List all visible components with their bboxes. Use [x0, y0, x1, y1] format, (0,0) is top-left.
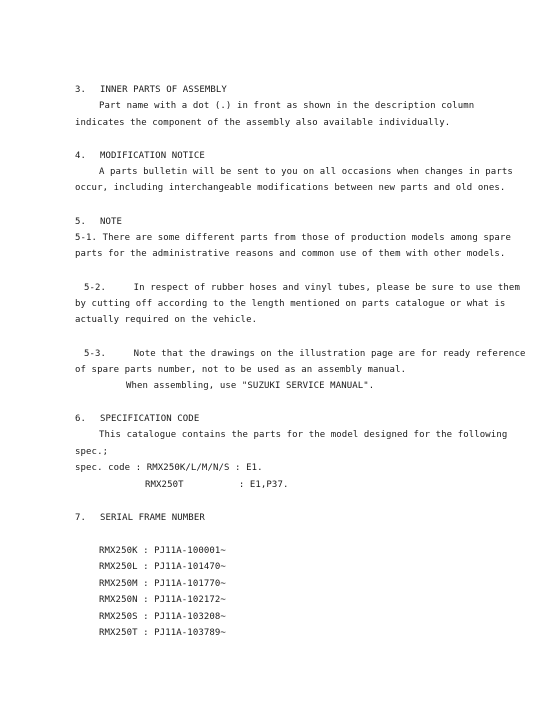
paragraph-line: occur, including interchangeable modifications between new parts and old ones.	[75, 183, 506, 193]
spec-code-line: RMX250T : E1,P37.	[145, 480, 289, 490]
paragraph-line: This catalogue contains the parts for the model designed for the following	[99, 430, 508, 440]
serial-number-row: RMX250T : PJ11A-103789~	[99, 628, 226, 638]
section-number: 6.	[75, 414, 87, 424]
section-title: MODIFICATION NOTICE	[100, 151, 205, 161]
serial-number-row: RMX250S : PJ11A-103208~	[99, 612, 226, 622]
spec-code-line: spec. code : RMX250K/L/M/N/S : E1.	[75, 463, 263, 473]
note-5-1-line: parts for the administrative reasons and common use of them with other models.	[75, 249, 506, 259]
section-number: 4.	[75, 151, 87, 161]
section-number: 5.	[75, 217, 87, 227]
paragraph-line: A parts bulletin will be sent to you on all occasions when changes in parts	[99, 167, 513, 177]
note-5-3-line: of spare parts number, not to be used as an assembly manual.	[75, 365, 407, 375]
serial-number-row: RMX250L : PJ11A-101470~	[99, 562, 226, 572]
section-6-heading	[75, 413, 199, 425]
section-5-heading	[75, 216, 122, 228]
section-title: NOTE	[100, 217, 123, 227]
section-title: SPECIFICATION CODE	[100, 414, 200, 424]
serial-number-row: RMX250M : PJ11A-101770~	[99, 579, 226, 589]
section-7-heading	[75, 512, 205, 524]
serial-number-row: RMX250K : PJ11A-100001~	[99, 546, 226, 556]
section-number: 3.	[75, 85, 87, 95]
section-title: INNER PARTS OF ASSEMBLY	[100, 85, 227, 95]
paragraph-line: spec.;	[75, 447, 109, 457]
note-5-2-line: 5-2. In respect of rubber hoses and vinyl tubes, please be sure to use them	[84, 283, 520, 293]
note-5-3-line: 5-3. Note that the drawings on the illustration page are for ready reference	[84, 349, 526, 359]
section-4-heading	[75, 150, 205, 162]
note-5-3-line: When assembling, use "SUZUKI SERVICE MANUAL".	[126, 381, 375, 391]
paragraph-line: Part name with a dot (.) in front as shown in the description column	[99, 101, 475, 111]
note-5-1-line: 5-1. There are some different parts from those of production models among spare	[75, 233, 511, 243]
paragraph-line: indicates the component of the assembly also available individually.	[75, 118, 451, 128]
note-5-2-line: actually required on the vehicle.	[75, 315, 258, 325]
serial-number-row: RMX250N : PJ11A-102172~	[99, 595, 226, 605]
section-3-heading	[75, 84, 227, 96]
note-5-2-line: by cutting off according to the length mentioned on parts catalogue or what is	[75, 299, 506, 309]
section-title: SERIAL FRAME NUMBER	[100, 513, 205, 523]
section-number: 7.	[75, 513, 87, 523]
